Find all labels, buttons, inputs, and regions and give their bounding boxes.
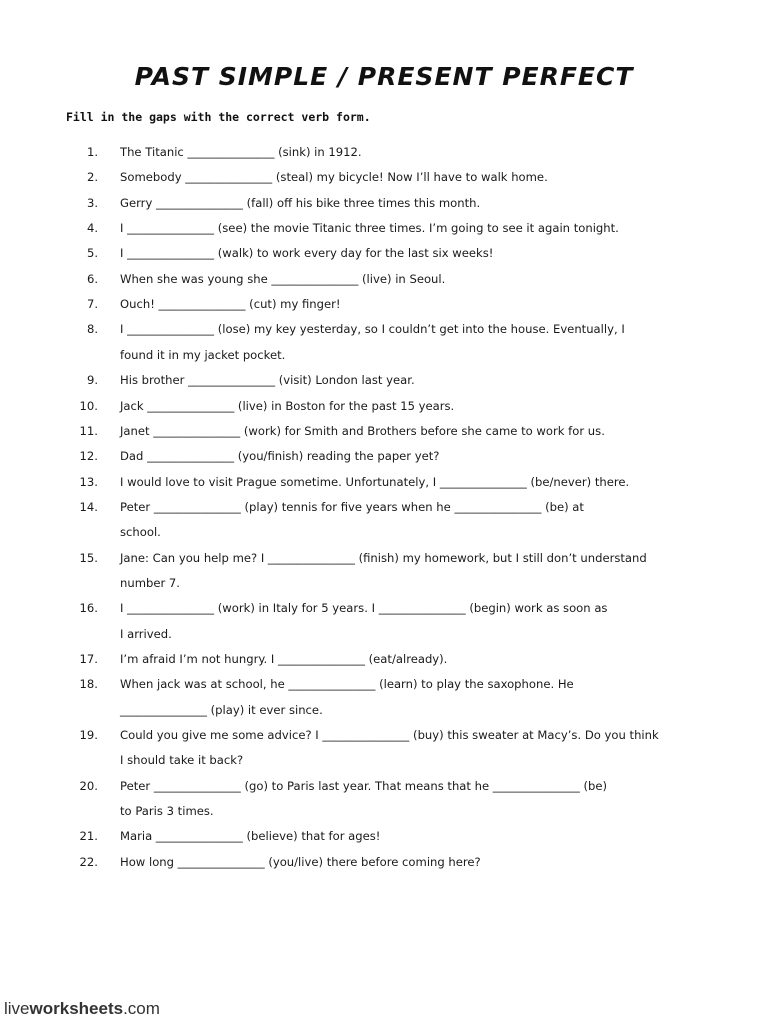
question-number: 11. (79, 424, 98, 438)
question-text: Ouch! _______________ (cut) my finger! (120, 297, 341, 311)
footer-prefix: live (4, 999, 30, 1018)
question-text: Jane: Can you help me? I _______________ (finish) my homework, but I still don’t understand (120, 551, 647, 565)
question-text: number 7. (120, 576, 180, 590)
question-item (0, 470, 768, 495)
question-text: When she was young she _______________ (live) in Seoul. (120, 272, 446, 286)
question-number: 8. (86, 322, 98, 336)
question-number: 9. (86, 373, 98, 387)
question-item (0, 216, 768, 241)
question-item (0, 191, 768, 216)
question-number: 4. (86, 221, 98, 235)
question-text: I’m afraid I’m not hungry. I _______________ (eat/already). (120, 652, 448, 666)
question-text: I _______________ (walk) to work every day for the last six weeks! (120, 246, 494, 260)
question-text: Somebody _______________ (steal) my bicycle! Now I’ll have to walk home. (120, 170, 548, 184)
question-item (0, 824, 768, 849)
question-number: 12. (79, 449, 98, 463)
question-item (0, 495, 768, 520)
question-text: Peter _______________ (play) tennis for five years when he _______________ (be) at (120, 500, 584, 514)
question-item (0, 672, 768, 697)
question-number: 21. (79, 829, 98, 843)
question-text: Could you give me some advice? I _______________ (buy) this sweater at Macy’s. Do you think (120, 728, 659, 742)
question-text: How long _______________ (you/live) there before coming here? (120, 855, 481, 869)
question-text: Maria _______________ (believe) that for ages! (120, 829, 381, 843)
question-text: Dad _______________ (you/finish) reading the paper yet? (120, 449, 440, 463)
question-continuation (0, 571, 768, 596)
question-text: When jack was at school, he _______________ (learn) to play the saxophone. He (120, 677, 574, 691)
question-item (0, 165, 768, 190)
question-continuation (0, 698, 768, 723)
question-number: 6. (86, 272, 98, 286)
question-number: 1. (86, 145, 98, 159)
question-number: 16. (79, 601, 98, 615)
question-number: 17. (79, 652, 98, 666)
question-item (0, 267, 768, 292)
question-text: I arrived. (120, 627, 172, 641)
question-number: 22. (79, 855, 98, 869)
question-text: found it in my jacket pocket. (120, 348, 286, 362)
question-text: I _______________ (see) the movie Titanic three times. I’m going to see it again tonight. (120, 221, 619, 235)
page-title: PAST SIMPLE / PRESENT PERFECT (134, 62, 634, 91)
instructions: Fill in the gaps with the correct verb form. (66, 110, 371, 124)
question-number: 14. (79, 500, 98, 514)
question-text: Peter _______________ (go) to Paris last year. That means that he _______________ (be) (120, 779, 607, 793)
question-continuation (0, 343, 768, 368)
question-item (0, 292, 768, 317)
question-item (0, 419, 768, 444)
question-item (0, 546, 768, 571)
footer-suffix: .com (123, 999, 160, 1018)
question-item (0, 444, 768, 469)
question-text: I would love to visit Prague sometime. Unfortunately, I _______________ (be/never) there. (120, 475, 630, 489)
question-number: 20. (79, 779, 98, 793)
question-number: 7. (86, 297, 98, 311)
question-text: school. (120, 525, 161, 539)
question-number: 10. (79, 399, 98, 413)
question-text: The Titanic _______________ (sink) in 1912. (120, 145, 362, 159)
question-number: 15. (79, 551, 98, 565)
question-text: Gerry _______________ (fall) off his bike three times this month. (120, 196, 481, 210)
question-item (0, 140, 768, 165)
question-continuation (0, 748, 768, 773)
question-item (0, 723, 768, 748)
question-text: I should take it back? (120, 753, 244, 767)
question-item (0, 596, 768, 621)
question-number: 3. (86, 196, 98, 210)
question-text: _______________ (play) it ever since. (120, 703, 323, 717)
question-text: to Paris 3 times. (120, 804, 214, 818)
footer-logo[interactable] (4, 999, 160, 1019)
question-number: 5. (86, 246, 98, 260)
question-text: I _______________ (lose) my key yesterday, so I couldn’t get into the house. Eventually, I (120, 322, 625, 336)
question-text: Janet _______________ (work) for Smith and Brothers before she came to work for us. (120, 424, 605, 438)
footer-brand: worksheets (29, 999, 124, 1018)
question-continuation (0, 622, 768, 647)
question-item (0, 394, 768, 419)
question-text: His brother _______________ (visit) London last year. (120, 373, 415, 387)
question-item (0, 317, 768, 342)
question-item (0, 368, 768, 393)
question-item (0, 241, 768, 266)
question-continuation (0, 799, 768, 824)
question-item (0, 647, 768, 672)
question-number: 18. (79, 677, 98, 691)
question-item (0, 850, 768, 875)
question-number: 2. (86, 170, 98, 184)
question-number: 13. (79, 475, 98, 489)
question-text: I _______________ (work) in Italy for 5 years. I _______________ (begin) work as soon as (120, 601, 608, 615)
question-continuation (0, 520, 768, 545)
question-number: 19. (79, 728, 98, 742)
question-item (0, 774, 768, 799)
question-text: Jack _______________ (live) in Boston for the past 15 years. (120, 399, 455, 413)
